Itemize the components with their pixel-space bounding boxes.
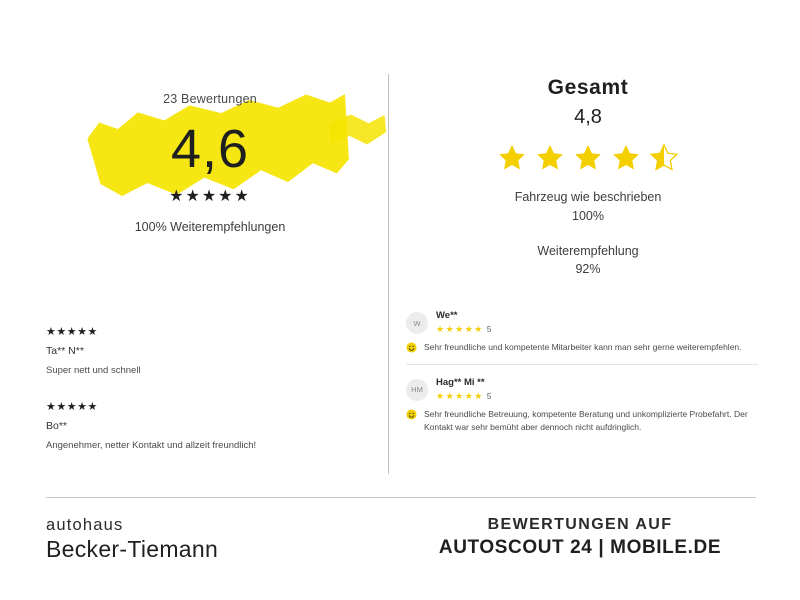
star-icon [497,143,527,172]
review-meta [436,377,758,402]
smiley-happy-icon [406,409,417,420]
footer-divider [46,497,756,498]
right-reviews-list [406,310,758,445]
dealer-logo-name: Becker-Tiemann [46,536,219,562]
star-icon [573,143,603,172]
metric-label: Weiterempfehlung [537,243,639,258]
review-meta [436,310,758,335]
review-separator [406,364,758,365]
overall-title: Gesamt [547,76,629,99]
left-score-value: 4,6 [170,119,250,179]
list-item [46,400,366,453]
review-header [406,377,758,402]
metric-vehicle-as-described [400,188,776,226]
review-star-rating [436,324,758,335]
review-author: Ta** N** [46,345,84,357]
review-rating-number: 5 [486,325,492,334]
left-score-block [40,70,380,260]
dealer-logo-small-text: autohaus [46,516,124,534]
star-icon [535,143,565,172]
review-text: Super nett und schnell [46,365,141,376]
review-star-rating: ★★★★★ [46,326,98,338]
review-body [406,408,758,434]
review-body [406,341,758,354]
review-star-rating: ★★★★★ [46,400,98,413]
review-stars-glyphs: ★★★★★ [436,390,484,401]
review-text: Sehr freundliche und kompetente Mitarbeiter kann man sehr gerne weiterempfehlen. [424,342,742,352]
dealer-logo [46,516,346,563]
avatar: W [406,312,428,334]
overall-rating-block [400,76,776,279]
list-item [406,310,758,365]
review-author: We** [436,310,458,321]
metric-label: Fahrzeug wie beschrieben [514,190,662,204]
review-star-rating [436,391,758,402]
platforms-block [400,516,760,559]
metric-value: 92% [575,262,601,277]
platforms-caption: BEWERTUNGEN AUF [487,516,673,533]
platforms-names: AUTOSCOUT 24 | MOBILE.DE [438,537,722,558]
metric-recommendation [400,242,776,280]
overall-score-value: 4,8 [574,106,602,128]
list-item [406,377,758,434]
review-stars-glyphs: ★★★★★ [436,324,484,334]
reviews-count-label: 23 Bewertungen [163,92,257,106]
recommendation-label: 100% Weiterempfehlungen [134,220,286,234]
avatar: HM [406,379,428,401]
smiley-happy-icon [406,342,417,353]
review-author: Hag** Mi ** [436,376,485,388]
review-rating-number: 5 [486,391,492,401]
list-item [46,325,366,378]
review-text: Sehr freundliche Betreuung, kompetente Beratung und unkomplizierte Probefahrt. Der Kontakt war sehr bemüht aber dennoch nicht aufdringlich. [424,408,748,432]
metric-value: 100% [572,208,604,223]
star-half-icon [649,143,679,172]
left-star-rating: ★★★★★ [169,188,251,205]
left-reviews-list [46,325,366,475]
overall-star-rating [400,143,776,172]
vertical-divider [388,74,389,474]
review-text: Angenehmer, netter Kontakt und allzeit freundlich! [46,439,257,451]
review-header [406,310,758,335]
review-author: Bo** [46,419,68,432]
star-icon [611,143,641,172]
